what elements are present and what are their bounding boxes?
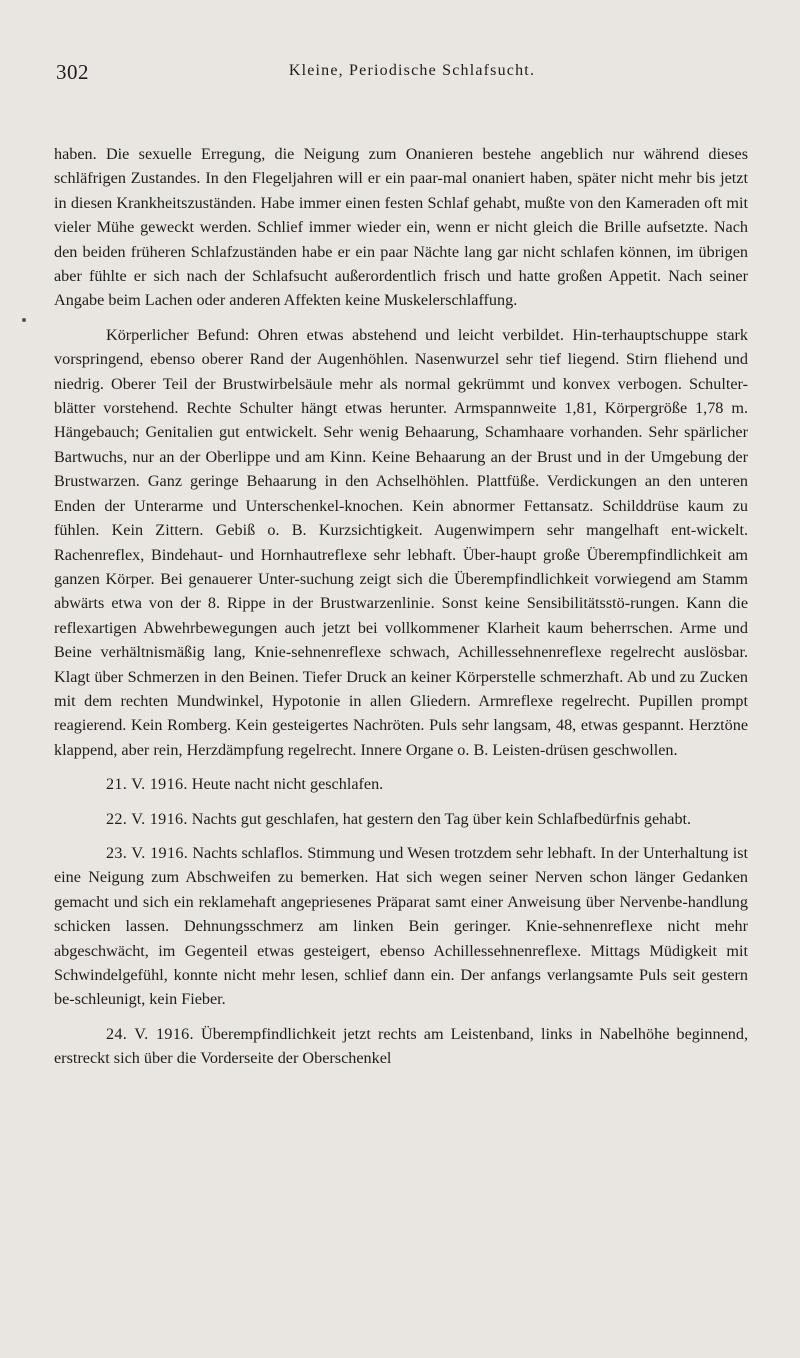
running-title: Kleine, Periodische Schlafsucht. bbox=[288, 62, 536, 79]
entry-date: 23. V. 1916. bbox=[106, 843, 189, 862]
entry-text: Heute nacht nicht geschlafen. bbox=[191, 775, 384, 794]
paragraph-findings bbox=[54, 323, 748, 762]
diary-entry bbox=[54, 841, 748, 1012]
page-number: 302 bbox=[56, 60, 89, 84]
entry-date: 21. V. 1916. bbox=[106, 775, 188, 794]
diary-entry bbox=[54, 807, 748, 831]
margin-speck bbox=[22, 318, 26, 322]
paragraph-history bbox=[54, 142, 748, 313]
entry-date: 22. V. 1916. bbox=[106, 809, 188, 828]
diary-entry bbox=[54, 772, 748, 796]
diary-entry bbox=[54, 1022, 748, 1071]
body-text bbox=[54, 142, 748, 1071]
entry-date: 24. V. 1916. bbox=[106, 1024, 194, 1043]
paragraph-text: haben. Die sexuelle Erregung, die Neigung zum Onanieren bestehe angeblich nur während dieses schläfrigen Zustandes. In den Flegeljahren will er ein paar-mal onaniert haben, später nicht mehr bis jetzt in diesen Krankheitszuständen. Habe immer einen festen Schlaf gehabt, mußte von den Kameraden oft mit vieler Mühe geweckt werden. Schlief immer wieder ein, wenn er nicht gleich die Brille aufsetzte. Nach den beiden früheren Schlafzuständen habe er ein paar Nächte lang gar nicht schlafen können, im übrigen aber fühlte er sich nach der Schlafsucht außerordentlich frisch und hatte großen Appetit. Nach seiner Angabe beim Lachen oder anderen Affekten keine Muskelerschlaffung. bbox=[54, 145, 748, 310]
entry-text: Nachts gut geschlafen, hat gestern den Tag über kein Schlafbedürfnis gehabt. bbox=[191, 809, 692, 828]
paragraph-text: Körperlicher Befund: Ohren etwas abstehend und leicht verbildet. Hin-terhauptschuppe stark vorspringend, ebenso oberer Rand der Augenhöhlen. Nasenwurzel sehr tief liegend. Stirn fliehend und niedrig. Oberer Teil der Brustwirbelsäule mehr als normal gekrümmt und konvex verbogen. Schulter-blätter vorstehend. Rechte Schulter hängt etwas herunter. Armspannweite 1,81, Körpergröße 1,78 m. Hängebauch; Genitalien gut entwickelt. Sehr wenig Behaarung, Schamhaare vorhanden. Sehr spärlicher Bartwuchs, nur an der Oberlippe und am Kinn. Keine Behaarung an der Brust und in der Umgebung der Brustwarzen. Ganz geringe Behaarung in den Achselhöhlen. Plattfüße. Verdickungen an den unteren Enden der Unterarme und Unterschenkel-knochen. Kein abnormer Fettansatz. Schilddrüse kaum zu fühlen. Kein Zittern. Gebiß o. B. Kurzsichtigkeit. Augenwimpern sehr mangelhaft ent-wickelt. Rachenreflex, Bindehaut- und Hornhautreflexe sehr lebhaft. Über-haupt große Überempfindlichkeit am ganzen Körper. Bei genauerer Unter-suchung zeigt sich die Überempfindlichkeit vorwiegend am Stamm abwärts etwa von der 8. Rippe in der Brustwarzenlinie. Sonst keine Sensibilitätsstö-rungen. Kann die reflexartigen Abwehrbewegungen auch jetzt bei vollkommener Klarheit kaum beherrschen. Arme und Beine verhältnismäßig lang, Knie-sehnenreflexe schwach, Achillessehnenreflexe regelrecht auslösbar. Klagt über Schmerzen in den Beinen. Tiefer Druck an keiner Körperstelle schmerzhaft. Ab und zu Zucken mit dem rechten Mundwinkel, Hypotonie in allen Gliedern. Armreflexe regelrecht. Pupillen prompt reagierend. Kein Romberg. Kein gesteigertes Nachröten. Puls sehr langsam, 48, etwas gespannt. Herztöne klappend, aber rein, Herzdämpfung regelrecht. Innere Organe o. B. Leisten-drüsen geschwollen. bbox=[54, 325, 748, 759]
page-header bbox=[54, 60, 750, 96]
entry-text: Nachts schlaflos. Stimmung und Wesen trotzdem sehr lebhaft. In der Unterhaltung ist eine Neigung zum Abschweifen zu bemerken. Hat sich wegen seiner Nerven schon länger Gedanken gemacht und sich ein reklamehaft angepriesenes Präparat samt einer Anweisung über Nervenbe-handlung schicken lassen. Dehnungsschmerz am linken Bein geringer. Knie-sehnenreflexe nicht mehr abgeschwächt, im Gegenteil etwas gesteigert, ebenso Achillessehnenreflexe. Mittags Müdigkeit mit Schwindelgefühl, konnte nicht mehr lesen, schlief dann ein. Der anfangs verlangsamte Puls seit gestern be-schleunigt, kein Fieber. bbox=[54, 843, 748, 1009]
entry-text: Überempfindlichkeit jetzt rechts am Leistenband, links in Nabelhöhe beginnend, erstreckt sich über die Vorderseite der Oberschenkel bbox=[54, 1024, 749, 1068]
